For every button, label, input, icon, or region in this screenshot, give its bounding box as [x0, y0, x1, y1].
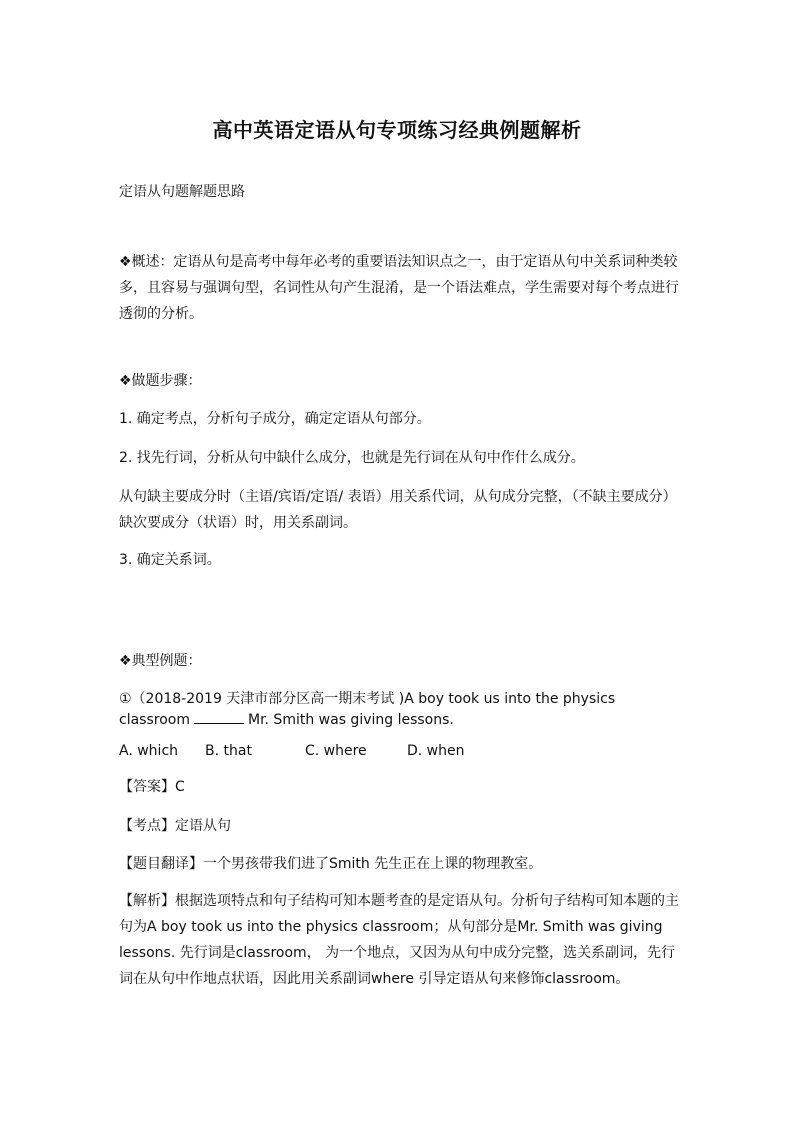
option-b: B. that — [205, 743, 252, 759]
step-1: 1. 确定考点，分析句子成分，确定定语从句部分。 — [119, 411, 431, 427]
translation-line: 【题目翻译】一个男孩带我们进了Smith 先生正在上课的物理教室。 — [119, 856, 543, 872]
answer-blank — [194, 711, 244, 724]
answer-line: 【答案】C — [119, 779, 185, 795]
option-d: D. when — [407, 743, 465, 759]
overview-paragraph: ❖概述：定语从句是高考中每年必考的重要语法知识点之一，由于定语从句中关系词种类较多，且容易与强调句型，名词性从句产生混淆，是一个语法难点，学生需要对每个考点进行透彻的分析。 — [119, 254, 679, 322]
question-line-2 — [119, 708, 679, 733]
option-a: A. which — [119, 743, 179, 759]
option-c: C. where — [305, 743, 367, 759]
step-2-detail: 从句缺主要成分时（主语/宾语/定语/ 表语）用关系代词，从句成分完整，（不缺主要成分）缺次要成分（状语）时，用关系副词。 — [119, 489, 677, 531]
question-text-before-blank: classroom — [119, 712, 190, 728]
examples-heading: ❖典型例题： — [119, 653, 202, 669]
question-line-1: ①（2018-2019 天津市部分区高一期末考试 )A boy took us into the physics — [119, 691, 616, 707]
point-line: 【考点】定语从句 — [119, 818, 231, 834]
step-3: 3. 确定关系词。 — [119, 552, 221, 568]
step-2: 2. 找先行词，分析从句中缺什么成分，也就是先行词在从句中作什么成分。 — [119, 450, 585, 466]
steps-heading: ❖做题步骤： — [119, 373, 202, 389]
page-title: 高中英语定语从句专项练习经典例题解析 — [212, 118, 582, 142]
section-subtitle: 定语从句题解题思路 — [119, 184, 245, 200]
analysis-paragraph: 【解析】根据选项特点和句子结构可知本题考查的是定语从句。分析句子结构可知本题的主句为A boy took us into the physics classroom；从句部分是Mr. Smith was giving lessons. 先行词是classroom， 为一个地点，又因为从句中成分完整，选关系副词，先行词在从句中作地点状语，因此用关系副词where 引导定语从句来修饰classroom。 — [119, 893, 679, 987]
question-text-after-blank: Mr. Smith was giving lessons. — [247, 712, 454, 728]
